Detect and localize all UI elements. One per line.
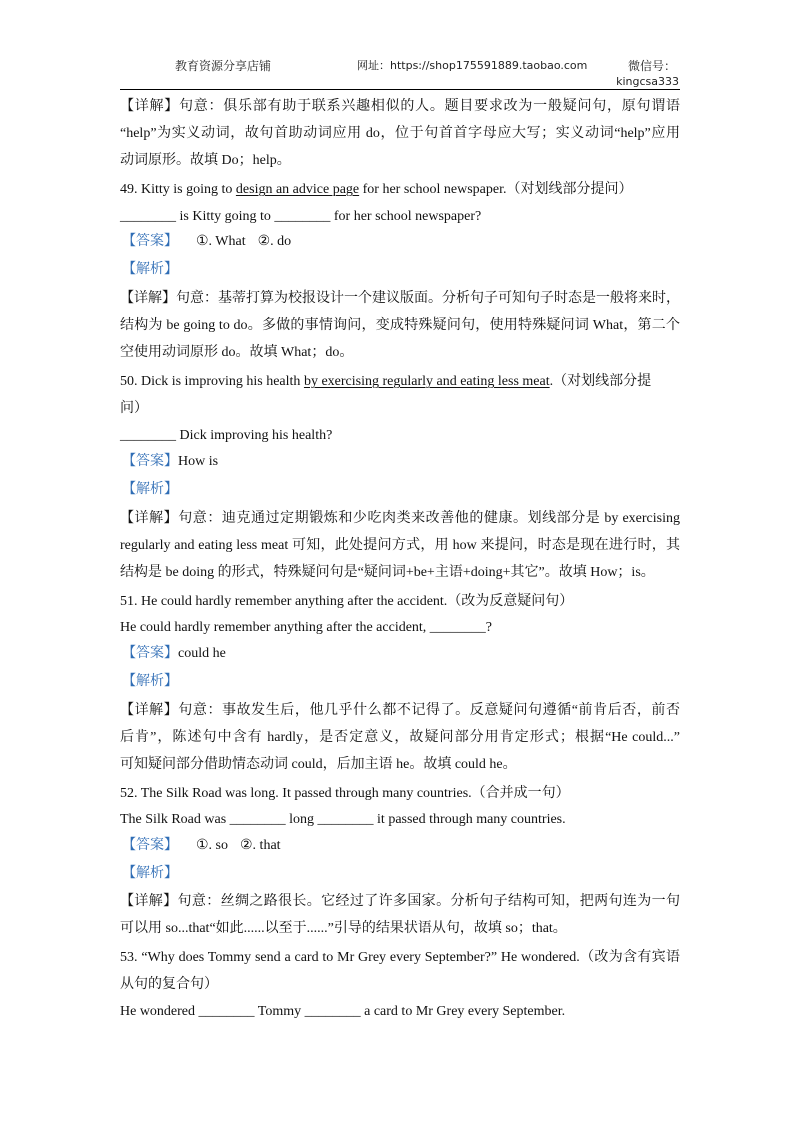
q51-fill-sentence: He could hardly remember anything after the accident, ________? [120, 620, 493, 635]
q48-detail-line: 【详解】句意：俱乐部有助于联系兴趣相似的人。题目要求改为一般疑问句，原句谓语 [120, 99, 680, 114]
q53-fill-sentence: He wondered ________ Tommy ________ a card to Mr Grey every September. [120, 1004, 566, 1019]
answer-label: 【答案】 [122, 646, 178, 661]
answer-value: could he [178, 646, 226, 661]
q49-detail-line: 空使用动词原形 do。故填 What；do。 [120, 345, 354, 360]
analysis-label: 【解析】 [122, 262, 178, 277]
q51-detail-line: 【详解】句意：事故发生后，他几乎什么都不记得了。反意疑问句遵循“前肯后否，前否 [120, 703, 680, 718]
q51-prompt [120, 592, 680, 612]
q50-detail-line: 【详解】句意：迪克通过定期锻炼和少吃肉类来改善他的健康。划线部分是 by exercising [120, 511, 680, 526]
q49-analysis [120, 260, 680, 280]
q51-prompt-text: 51. He could hardly remember anything after the accident. [120, 594, 448, 609]
q52-prompt-text: 52. The Silk Road was long. It passed through many countries. [120, 786, 472, 801]
q50-instruction: （对划线部分提 [553, 374, 652, 389]
q52-prompt [120, 784, 680, 804]
q49-prompt-text: 49. Kitty is going to [120, 182, 236, 197]
q50-detail-line: 结构是 be doing 的形式，特殊疑问句是“疑问词+be+主语+doing+其它”。故填 How；is。 [120, 565, 655, 580]
analysis-label: 【解析】 [122, 674, 178, 689]
q50-prompt-text-end: . [549, 374, 554, 389]
q52-analysis [120, 864, 680, 884]
q49-answer [120, 232, 680, 252]
wechat-label: 微信号： [627, 59, 676, 73]
q51-answer [120, 644, 680, 664]
q50-answer [120, 452, 680, 472]
q51-detail-line: 可知疑问部分借助情态动词 could，后加主语 he。故填 could he。 [120, 757, 517, 772]
q49-detail-line: 结构为 be going to do。多做的事情询问，变成特殊疑问句，使用特殊疑问词 What，第二个 [120, 318, 680, 333]
q52-instruction: （合并成一句） [471, 786, 570, 801]
q53-instruction: （改为含有宾语 [579, 950, 681, 965]
q53-prompt-text: 53. “Why does Tommy send a card to Mr Grey every September?” He wondered. [120, 950, 580, 965]
q49-detail-line: 【详解】句意：基蒂打算为校报设计一个建议版面。分析句子可知句子时态是一般将来时， [120, 291, 680, 306]
q50-prompt-text: 50. Dick is improving his health [120, 374, 304, 389]
wechat-id: kingcsa333 [616, 75, 679, 88]
q50-underlined-phrase: by exercising regularly and eating less meat [303, 374, 550, 389]
answer-label: 【答案】 [122, 454, 178, 469]
q50-instruction-cont: 问） [120, 401, 148, 416]
q51-detail-line: 后肯”，陈述句中含有 hardly，是否定意义，故疑问部分用肯定形式；根据“He could...” [120, 730, 680, 745]
answer-value: ②. that [240, 838, 281, 853]
q49-prompt [120, 180, 680, 200]
header-divider [120, 89, 680, 90]
answer-label: 【答案】 [122, 838, 178, 853]
q52-fill-sentence: The Silk Road was ________ long ________ it passed through many countries. [120, 812, 566, 827]
q48-detail-line: 动词原形。故填 Do；help。 [120, 153, 291, 168]
q51-instruction: （改为反意疑问句） [447, 594, 574, 609]
q50-detail-line: regularly and eating less meat 可知，此处提问方式，用 how 来提问，时态是现在进行时，其 [120, 538, 680, 553]
q50-analysis [120, 480, 680, 500]
analysis-label: 【解析】 [122, 482, 178, 497]
answer-value: ①. What [196, 234, 246, 249]
q49-underlined-phrase: design an advice page [235, 182, 360, 197]
answer-label: 【答案】 [122, 234, 178, 249]
q52-detail-line: 【详解】句意：丝绸之路很长。它经过了许多国家。分析句子结构可知，把两句连为一句 [120, 894, 680, 909]
answer-value: How is [178, 454, 219, 469]
q53-prompt [120, 948, 680, 968]
shop-url: 网址：https://shop175591889.taobao.com [357, 59, 588, 72]
q50-fill-sentence: ________ Dick improving his health? [120, 428, 333, 443]
q53-instruction-cont: 从句的复合句） [120, 977, 218, 992]
q52-answer [120, 836, 680, 856]
q50-prompt [120, 372, 680, 392]
q49-instruction: （对划线部分提问） [506, 182, 633, 197]
answer-value: ②. do [257, 234, 292, 249]
answer-value: ①. so [196, 838, 228, 853]
q49-fill-sentence: ________ is Kitty going to ________ for her school newspaper? [120, 209, 482, 224]
shop-name: 教育资源分享店铺 [175, 59, 272, 73]
analysis-label: 【解析】 [122, 866, 178, 881]
q52-detail-line: 可以用 so...that“如此......以至于......”引导的结果状语从句，故填 so；that。 [120, 921, 567, 936]
q48-detail-line: “help”为实义动词，故句首助动词应用 do，位于句首首字母应大写；实义动词“help”应用 [120, 126, 680, 141]
q49-prompt-text-end: for her school newspaper. [359, 182, 507, 197]
q51-analysis [120, 672, 680, 692]
